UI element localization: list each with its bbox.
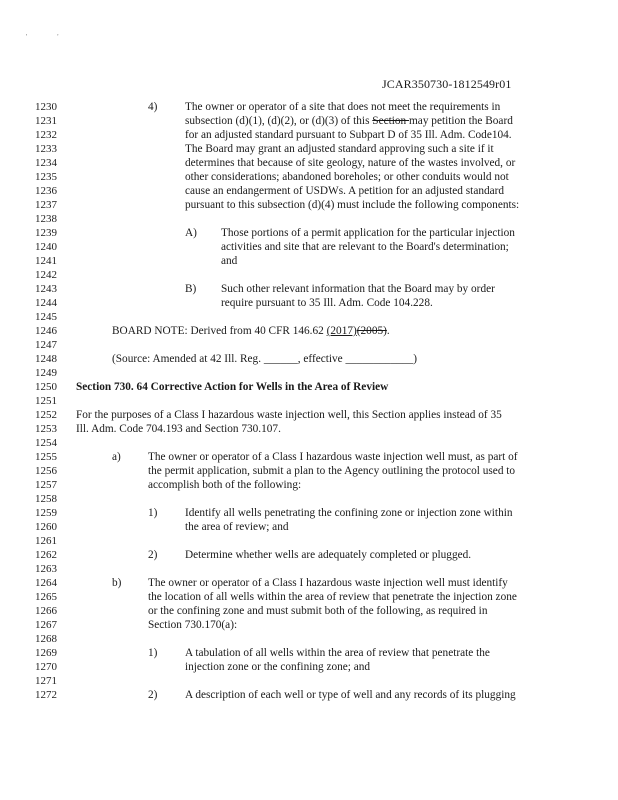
item-4-line: [185, 115, 513, 127]
line-number: 1237: [35, 199, 57, 211]
struck-text: Section: [372, 115, 410, 127]
item-B-line: require pursuant to 35 Ill. Adm. Code 104.228.: [221, 297, 433, 309]
line-number: 1272: [35, 689, 57, 701]
line-number: 1236: [35, 185, 57, 197]
scan-tick-marks: [26, 33, 89, 41]
line-number: 1258: [35, 493, 57, 505]
line-number: 1250: [35, 381, 57, 393]
line-number: 1245: [35, 311, 57, 323]
line-number: 1249: [35, 367, 57, 379]
line-number: 1235: [35, 171, 57, 183]
line-number: 1251: [35, 395, 57, 407]
line-number: 1246: [35, 325, 57, 337]
item-a2-line: Determine whether wells are adequately completed or plugged.: [185, 549, 472, 561]
line-number: 1233: [35, 143, 57, 155]
line-number: 1231: [35, 115, 57, 127]
board-note-text: .: [386, 325, 390, 337]
item-a1-line: Identify all wells penetrating the confining zone or injection zone within: [185, 507, 513, 519]
document-id-header: JCAR350730-1812549r01: [382, 77, 512, 91]
item-b-line: Section 730.170(a):: [148, 619, 238, 631]
item-a-line: accomplish both of the following:: [148, 479, 302, 491]
line-number: 1270: [35, 661, 57, 673]
item-B-line: Such other relevant information that the Board may by order: [221, 283, 495, 295]
line-number: 1252: [35, 409, 57, 421]
line-number: 1243: [35, 283, 57, 295]
item-4-marker: 4): [148, 101, 158, 113]
line-number: 1254: [35, 437, 57, 449]
item-A-line: and: [221, 255, 238, 267]
section-intro-line: Ill. Adm. Code 704.193 and Section 730.107.: [76, 423, 281, 435]
item-a-line: the permit application, submit a plan to the Agency outlining the protocol used to: [148, 465, 516, 477]
line-number: 1271: [35, 675, 57, 687]
inserted-text: (2017): [326, 325, 357, 337]
item-A-line: activities and site that are relevant to the Board's determination;: [221, 241, 509, 253]
item-a1-line: the area of review; and: [185, 521, 289, 533]
line-number: 1268: [35, 633, 57, 645]
line-number: 1242: [35, 269, 57, 281]
line-number: 1238: [35, 213, 57, 225]
line-number: 1234: [35, 157, 57, 169]
item-b-marker: b): [112, 577, 122, 589]
item-4-line: pursuant to this subsection (d)(4) must include the following components:: [185, 199, 520, 211]
item-b-line: The owner or operator of a Class I hazardous waste injection well must identify: [148, 577, 508, 589]
item-a1-marker: 1): [148, 507, 158, 519]
line-number: 1253: [35, 423, 57, 435]
item-a-marker: a): [112, 451, 121, 463]
item-A-marker: A): [185, 227, 197, 239]
item-4-line: cause an endangerment of USDWs. A petition for an adjusted standard: [185, 185, 505, 197]
line-number: 1248: [35, 353, 57, 365]
board-note-text: BOARD NOTE: Derived from 40 CFR 146.62: [112, 325, 327, 337]
item-a2-marker: 2): [148, 549, 158, 561]
section-heading: Section 730. 64 Corrective Action for Wells in the Area of Review: [76, 381, 389, 393]
item-b-line: or the confining zone and must submit both of the following, as required in: [148, 605, 488, 617]
line-number: 1255: [35, 451, 57, 463]
item-b1-line: A tabulation of all wells within the area of review that penetrate the: [185, 647, 490, 659]
line-number: 1266: [35, 605, 57, 617]
line-number: 1265: [35, 591, 57, 603]
line-number: 1261: [35, 535, 57, 547]
item-4-line: determines that because of site geology, nature of the wastes involved, or: [185, 157, 516, 169]
line-number: 1269: [35, 647, 57, 659]
line-number: 1262: [35, 549, 57, 561]
section-intro-line: For the purposes of a Class I hazardous waste injection well, this Section applies instead of 35: [76, 409, 502, 421]
item-b2-line: A description of each well or type of well and any records of its plugging: [185, 689, 516, 701]
line-number: 1244: [35, 297, 57, 309]
line-number: 1264: [35, 577, 57, 589]
line-number: 1230: [35, 101, 57, 113]
line-number: 1241: [35, 255, 57, 267]
line-number: 1260: [35, 521, 57, 533]
source-note: (Source: Amended at 42 Ill. Reg. ______, effective ____________): [112, 353, 418, 365]
line-number: 1232: [35, 129, 57, 141]
line-number: 1257: [35, 479, 57, 491]
item-b1-line: injection zone or the confining zone; and: [185, 661, 371, 673]
item-b-line: the location of all wells within the area of review that penetrate the injection zone: [148, 591, 517, 603]
board-note: [112, 325, 390, 337]
tick-mark: ': [57, 33, 89, 41]
line-number: 1256: [35, 465, 57, 477]
line-number: 1247: [35, 339, 57, 351]
item-4-line: for an adjusted standard pursuant to Subpart D of 35 Ill. Adm. Code104.: [185, 129, 512, 141]
line-number: 1240: [35, 241, 57, 253]
item-4-text: may petition the Board: [409, 115, 513, 127]
item-4-line: The owner or operator of a site that does not meet the requirements in: [185, 101, 501, 113]
item-4-line: The Board may grant an adjusted standard approving such a site if it: [185, 143, 494, 155]
line-number: 1263: [35, 563, 57, 575]
item-4-text: subsection (d)(1), (d)(2), or (d)(3) of this: [185, 115, 373, 127]
item-a-line: The owner or operator of a Class I hazardous waste injection well must, as part of: [148, 451, 518, 463]
tick-mark: ': [26, 33, 58, 41]
item-b2-marker: 2): [148, 689, 158, 701]
item-B-marker: B): [185, 283, 197, 295]
line-number: 1259: [35, 507, 57, 519]
line-number: 1267: [35, 619, 57, 631]
line-number: 1239: [35, 227, 57, 239]
item-b1-marker: 1): [148, 647, 158, 659]
item-4-line: other considerations; abandoned boreholes; or other conduits would not: [185, 171, 509, 183]
struck-text: (2005): [356, 325, 387, 337]
item-A-line: Those portions of a permit application for the particular injection: [221, 227, 515, 239]
